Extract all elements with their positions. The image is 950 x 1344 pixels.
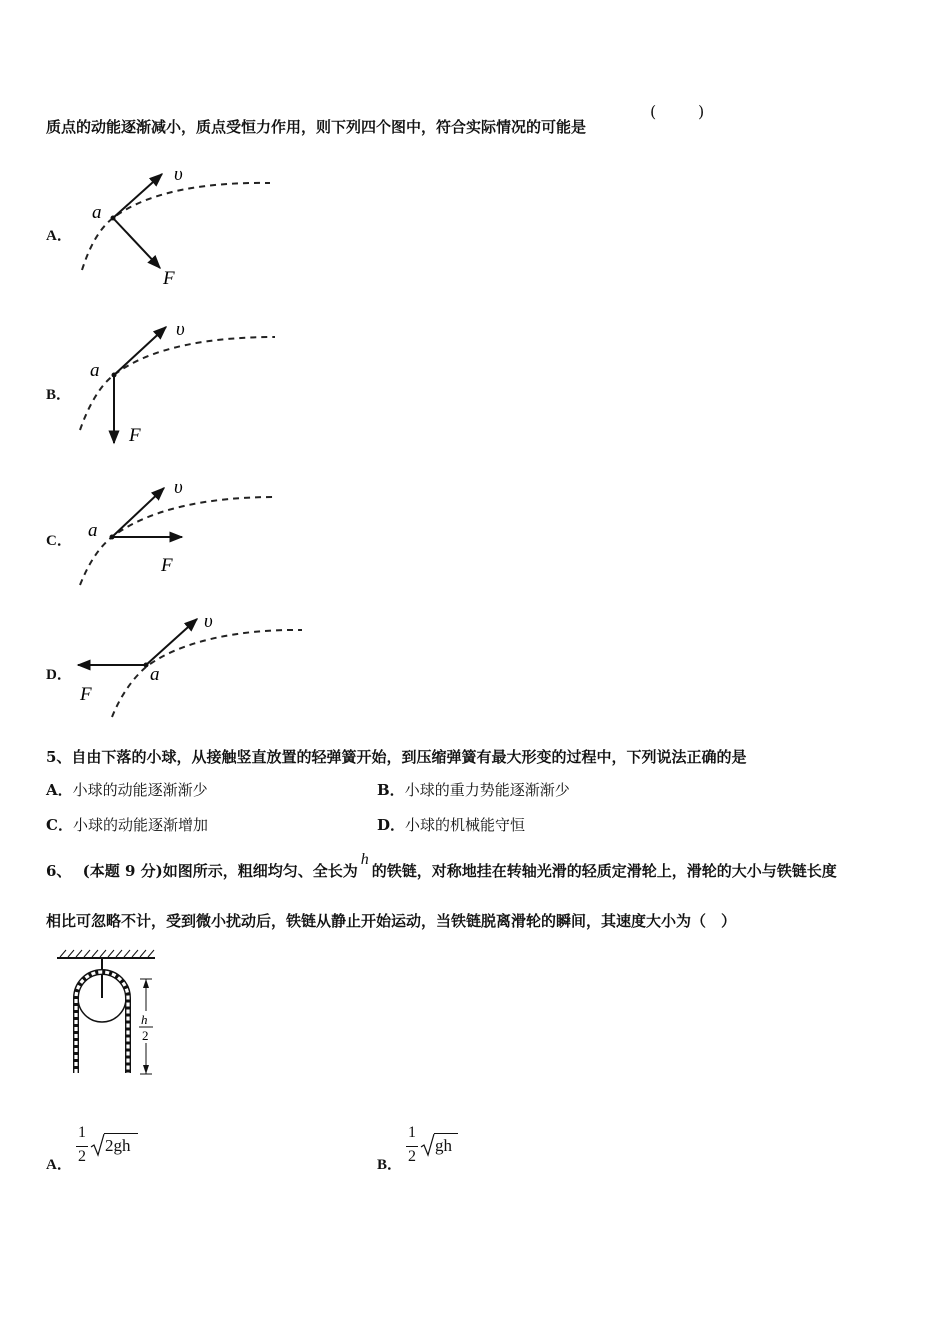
q4-option-b-label: B． <box>46 387 72 403</box>
q5-option-a: A．小球的动能逐渐渐少 <box>46 781 208 799</box>
sqrt-sign <box>90 1132 106 1158</box>
fraction-bar <box>406 1146 418 1147</box>
sqrt-radicand: gh <box>435 1136 452 1155</box>
fraction-denominator: 2 <box>408 1148 416 1165</box>
q6-stem-line1: 6、 (本题 9 分)如图所示，粗细均匀、全长为h的铁链，对称地挂在转轴光滑的轻质定滑轮上，滑轮的大小与铁链长度 <box>46 851 837 880</box>
q4-blank-open: ( <box>650 102 657 121</box>
velocity-label: υ <box>176 319 185 340</box>
q5-option-c: C．小球的动能逐渐增加 <box>46 816 208 834</box>
q6-pulley-diagram <box>52 948 162 1083</box>
q4-option-a-diagram <box>70 160 310 290</box>
q5-stem: 5、自由下落的小球，从接触竖直放置的轻弹簧开始，到压缩弹簧有最大形变的过程中，下列说法正确的是 <box>46 748 747 766</box>
q6-h-symbol: h <box>360 851 369 868</box>
sqrt-overline <box>434 1133 458 1134</box>
fraction-bar <box>76 1146 88 1147</box>
fraction-denominator: 2 <box>78 1148 86 1165</box>
figure-two-label: 2 <box>142 1028 149 1043</box>
fraction-numerator: 1 <box>78 1124 86 1141</box>
sqrt-overline <box>104 1133 138 1134</box>
force-label: F <box>161 555 173 576</box>
force-label: F <box>80 684 92 705</box>
q4-option-b-diagram <box>70 315 310 455</box>
figure-h-label: h <box>141 1012 148 1027</box>
force-label: F <box>129 425 141 446</box>
q5-option-b: B．小球的重力势能逐渐渐少 <box>377 781 570 799</box>
q5-option-d: D．小球的机械能守恒 <box>377 816 526 834</box>
sqrt-radicand: 2gh <box>105 1136 131 1155</box>
point-a-label: a <box>92 202 102 223</box>
q4-blank-close: ) <box>698 102 705 121</box>
q4-stem: 质点的动能逐渐减小，质点受恒力作用，则下列四个图中，符合实际情况的可能是 <box>46 118 587 136</box>
q4-option-c-label: C． <box>46 533 72 549</box>
q4-option-a-label: A． <box>46 228 72 244</box>
q4-option-d-label: D． <box>46 667 72 683</box>
velocity-label: υ <box>204 611 213 632</box>
velocity-label: υ <box>174 477 183 498</box>
q6-option-a-formula <box>74 1122 154 1174</box>
point-a-label: a <box>90 360 100 381</box>
point-a-label: a <box>88 520 98 541</box>
q6-option-a-label: A． <box>46 1157 72 1173</box>
q6-stem-line2: 相比可忽略不计，受到微小扰动后，铁链从静止开始运动，当铁链脱离滑轮的瞬间，其速度大小为（ ） <box>46 912 737 930</box>
point-a-label: a <box>150 664 160 685</box>
fraction-numerator: 1 <box>408 1124 416 1141</box>
sqrt-sign <box>420 1132 436 1158</box>
q4-option-c-diagram <box>70 470 310 590</box>
q6-option-b-label: B． <box>377 1157 403 1173</box>
velocity-label: υ <box>174 164 183 185</box>
q6-option-b-formula <box>404 1122 474 1174</box>
q4-option-d-diagram <box>70 605 330 725</box>
force-label: F <box>163 268 175 289</box>
